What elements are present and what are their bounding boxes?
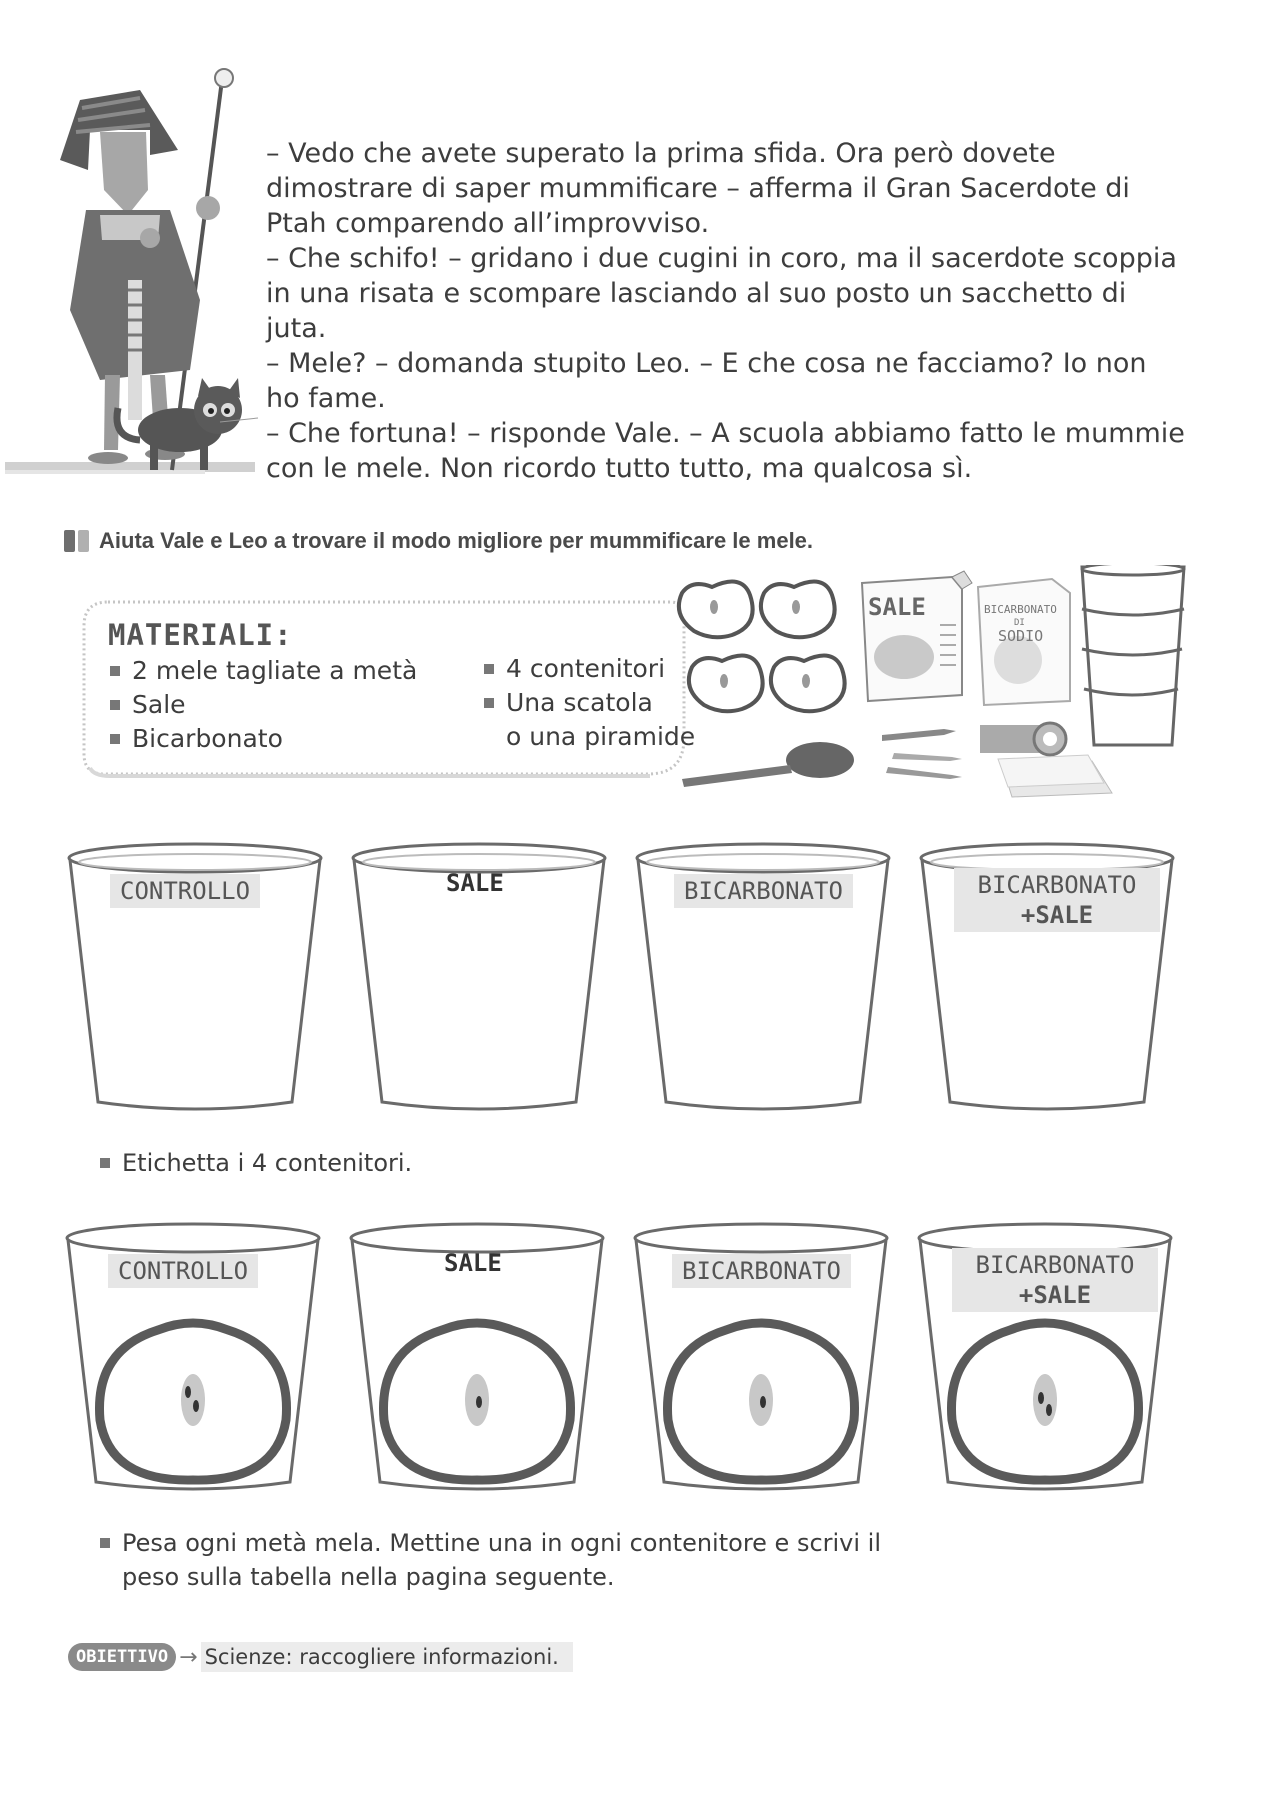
materials-illustration [672,565,1192,805]
step-label-cups: Etichetta i 4 contenitori. [100,1146,412,1180]
bullet-icon [110,700,120,710]
story-paragraph: – Che schifo! – gridano i due cugini in coro, ma il sacerdote scoppia in una risata e scompare lasciando al suo posto un sacchetto di juta. [266,243,1177,344]
story-paragraph: – Mele? – domanda stupito Leo. – E che cosa ne facciamo? Io non ho fame. [266,348,1147,414]
list-item: 2 mele tagliate a metà [110,654,417,688]
materials-list-left [110,654,417,756]
step-weigh-apples: Pesa ogni metà mela. Mettine una in ogni contenitore e scrivi il peso sulla tabella nella pagina seguente. [100,1526,940,1594]
cup-label-control: CONTROLLO [108,1254,258,1288]
objective-footer [68,1642,573,1672]
list-item: o una piramide [506,722,696,751]
bullet-icon [100,1158,110,1168]
list-item: Sale [110,688,417,722]
list-item: 4 contenitori [484,652,695,686]
bullet-icon [484,664,494,674]
section-marker-icon [64,530,89,552]
spoon-icon [682,742,854,787]
svg-text:BICARBONATO: BICARBONATO [984,603,1057,616]
cup-label-bicarbonate: BICARBONATO [674,874,853,908]
cup-label-control: CONTROLLO [110,874,260,908]
apple-half-icon [679,582,753,638]
svg-text:SALE: SALE [868,593,926,621]
bullet-icon [484,698,494,708]
svg-text:SODIO: SODIO [998,627,1044,645]
cup-label-bicarbonate-salt: BICARBONATO +SALE [952,1248,1158,1312]
stacked-cups-icon [1082,565,1184,745]
list-item: Una scatola [484,686,695,720]
materials-list-right [484,652,695,754]
bullet-icon [110,734,120,744]
arrow-right-icon: → [179,1644,198,1670]
svg-text:DI: DI [1014,618,1025,628]
cup-label-bicarbonate-salt: BICARBONATO +SALE [954,868,1160,932]
list-item: Bicarbonato [110,722,417,756]
cup-label-bicarbonate: BICARBONATO [672,1254,851,1288]
bullet-icon [110,666,120,676]
story-paragraph: – Che fortuna! – risponde Vale. – A scuola abbiamo fatto le mummie con le mele. Non ricordo tutto tutto, ma qualcosa sì. [266,418,1185,484]
cup-label-salt: SALE [444,1249,502,1277]
objective-text: Scienze: raccogliere informazioni. [201,1642,573,1672]
story-paragraph: – Vedo che avete superato la prima sfida. Ora però dovete dimostrare di saper mummificare – afferma il Gran Sacerdote di Ptah comparendo all’improvviso. [266,138,1130,239]
exercise-instruction [64,528,813,554]
salt-box-icon [862,571,972,701]
objective-badge: OBIETTIVO [68,1643,176,1671]
cat-illustration [110,378,260,478]
story-text [266,136,1186,486]
tape-icon [980,723,1066,755]
instruction-text: Aiuta Vale e Leo a trovare il modo migliore per mummificare le mele. [99,528,814,553]
cup-label-salt: SALE [446,869,504,897]
materials-title: MATERIALI: [108,618,293,652]
bullet-icon [100,1538,110,1548]
bicarbonate-box-icon [978,579,1070,705]
